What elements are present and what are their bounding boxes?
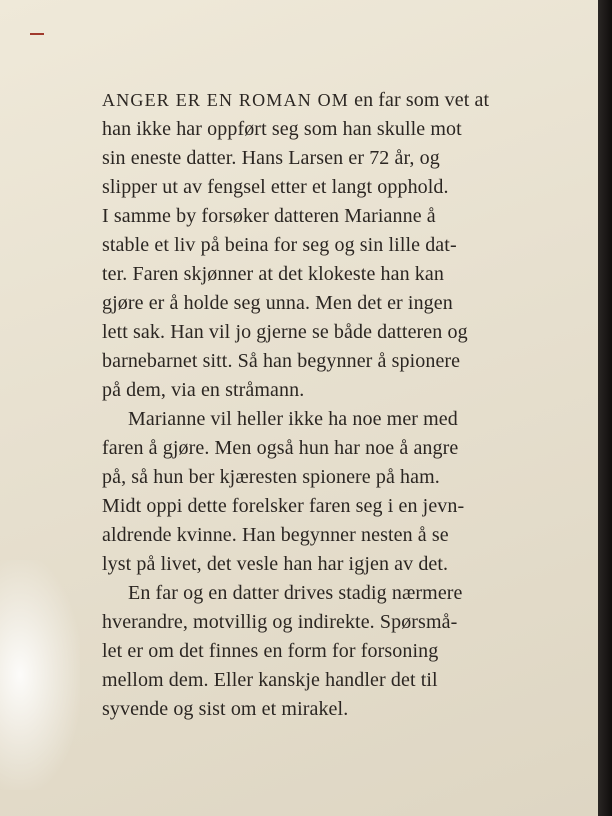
blurb-line: slipper ut av fengsel etter et langt opphold. — [102, 176, 449, 198]
blurb-line: I samme by forsøker datteren Marianne å — [102, 205, 436, 227]
blurb-line: på dem, via en stråmann. — [102, 379, 305, 401]
blurb-line: En far og en datter drives stadig nærmere — [128, 582, 463, 604]
blurb-line: mellom dem. Eller kanskje handler det til — [102, 669, 438, 691]
light-glare — [0, 560, 80, 790]
blurb-line: gjøre er å holde seg unna. Men det er ingen — [102, 292, 453, 314]
blurb-lead-smallcaps: ANGER ER EN ROMAN OM — [102, 90, 350, 110]
page-edge-shadow — [598, 0, 612, 816]
blurb-line: faren å gjøre. Men også hun har noe å angre — [102, 437, 459, 459]
blurb-line: på, så hun ber kjæresten spionere på ham. — [102, 466, 440, 488]
blurb-line: ANGER ER EN ROMAN OM en far som vet at — [102, 89, 490, 111]
blurb-line: sin eneste datter. Hans Larsen er 72 år, og — [102, 147, 440, 169]
blurb-line: hverandre, motvillig og indirekte. Spørsmå- — [102, 611, 458, 633]
blurb-text — [102, 86, 522, 724]
blurb-line: aldrende kvinne. Han begynner nesten å se — [102, 524, 449, 546]
blurb-line: Midt oppi dette forelsker faren seg i en jevn- — [102, 495, 465, 517]
red-mark — [30, 33, 44, 35]
blurb-line: Marianne vil heller ikke ha noe mer med — [128, 408, 458, 430]
blurb-line: stable et liv på beina for seg og sin lille dat- — [102, 234, 457, 256]
blurb-line: syvende og sist om et mirakel. — [102, 698, 349, 720]
blurb-line: lett sak. Han vil jo gjerne se både datteren og — [102, 321, 468, 343]
blurb-line: let er om det finnes en form for forsoning — [102, 640, 439, 662]
blurb-line: lyst på livet, det vesle han har igjen av det. — [102, 553, 449, 575]
blurb-line: han ikke har oppført seg som han skulle mot — [102, 118, 462, 140]
blurb-line: ter. Faren skjønner at det klokeste han kan — [102, 263, 444, 285]
blurb-line: barnebarnet sitt. Så han begynner å spionere — [102, 350, 461, 372]
